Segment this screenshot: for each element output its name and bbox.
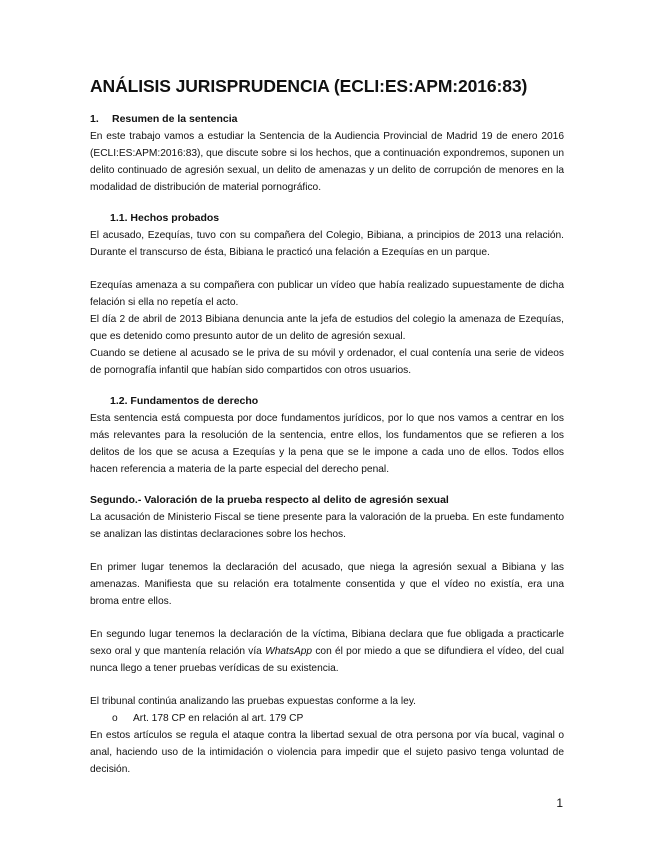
segundo-paragraph-5: En estos artículos se regula el ataque contra la libertad sexual de otra persona por vía bucal, vaginal o anal, haciendo uso de la intimidación o violencia para impedir que el sujeto pasivo tenga voluntad de decisión. <box>90 730 564 775</box>
hechos-paragraph-2: Ezequías amenaza a su compañera con publicar un vídeo que había realizado supuestamente de dicha felación si ella no repetía el acto. <box>90 280 564 308</box>
article-bullet <box>112 710 564 727</box>
bullet-mark: o <box>112 713 118 724</box>
document-title: ANÁLISIS JURISPRUDENCIA (ECLI:ES:APM:2016:83) <box>90 76 528 96</box>
section-1-1-heading: 1.1. Hechos probados <box>110 212 220 224</box>
segundo-paragraph-1: La acusación de Ministerio Fiscal se tiene presente para la valoración de la prueba. En este fundamento se analizan las distintas declaraciones sobre los hechos. <box>90 512 564 540</box>
section-1-2-heading: 1.2. Fundamentos de derecho <box>110 395 259 407</box>
hechos-paragraph-1: El acusado, Ezequías, tuvo con su compañera del Colegio, Bibiana, a principios de 2013 una relación. Durante el transcurso de ésta, Bibiana le practicó una felación a Ezequías en un parque. <box>90 230 564 258</box>
section-1-heading <box>90 113 564 125</box>
segundo-paragraph-3-end: con él por miedo a que se difundiera el vídeo, del cual nunca llego a tener pruebas verídicas de su existencia. <box>90 646 564 674</box>
section-1-number: 1. <box>90 113 99 125</box>
segundo-paragraph-4: El tribunal continúa analizando las pruebas expuestas conforme a la ley. <box>90 696 417 707</box>
segundo-paragraph-2: En primer lugar tenemos la declaración del acusado, que niega la agresión sexual a Bibiana y las amenazas. Manifiesta que su relación era totalmente consentida y que el vídeo no existía, era una broma entre ellos. <box>90 562 564 607</box>
hechos-paragraph-4: Cuando se detiene al acusado se le priva de su móvil y ordenador, el cual contenía una serie de videos de pornografía infantil que habían sido compartidos con otros usuarios. <box>90 348 564 376</box>
whatsapp-italic: WhatsApp <box>265 646 313 657</box>
page-number: 1 <box>556 796 563 810</box>
hechos-paragraph-3: El día 2 de abril de 2013 Bibiana denuncia ante la jefa de estudios del colegio la amenaza de Ezequías, que es detenido como presunto autor de un delito de agresión sexual. <box>90 314 564 342</box>
segundo-paragraph-3-start: En segundo lugar tenemos la declaración de la víctima, Bibiana declara que fue obligada a practicarle sexo oral y que mantenía relación vía <box>90 629 564 657</box>
fundamentos-paragraph-1: Esta sentencia está compuesta por doce fundamentos jurídicos, por lo que nos vamos a centrar en los más relevantes para la resolución de la sentencia, entre ellos, los fundamentos que se refieren a los delitos de los que se acusa a Ezequías y la pena que se le impone a cada uno de ellos. Todos ellos hacen referencia a materia de la parte especial del derecho penal. <box>90 413 564 475</box>
document-page <box>90 76 564 778</box>
segundo-heading: Segundo.- Valoración de la prueba respecto al delito de agresión sexual <box>90 494 449 506</box>
segundo-paragraph-3 <box>90 626 564 677</box>
section-1-title: Resumen de la sentencia <box>112 113 238 125</box>
bullet-text: Art. 178 CP en relación al art. 179 CP <box>133 713 304 724</box>
section-1-paragraph: En este trabajo vamos a estudiar la Sentencia de la Audiencia Provincial de Madrid 19 de enero 2016 (ECLI:ES:APM:2016:83), que discute sobre si los hechos, que a continuación expondremos, suponen un delito continuado de agresión sexual, un delito de amenazas y un delito de corrupción de menores en la modalidad de distribución de material pornográfico. <box>90 131 564 193</box>
